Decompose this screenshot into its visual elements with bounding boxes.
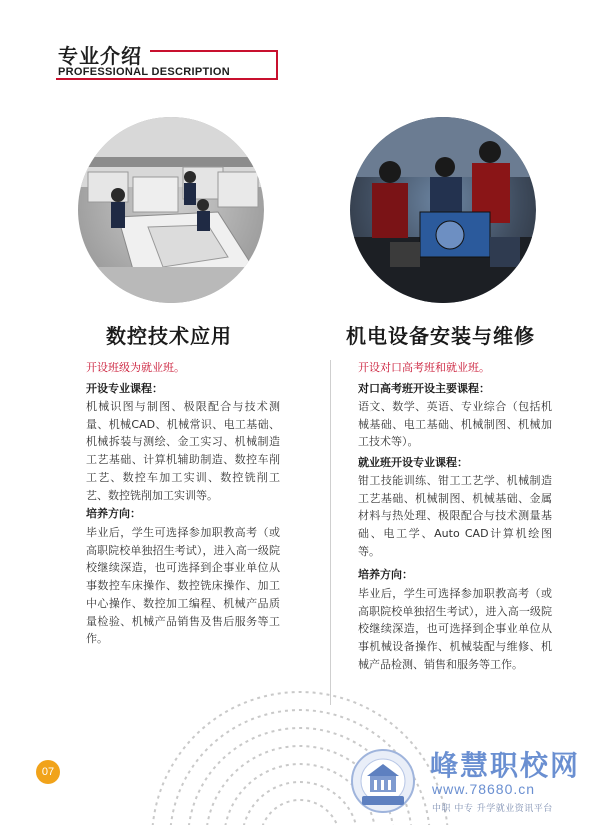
job-courses-heading: 就业班开设专业课程： [358, 456, 468, 469]
watermark-url: www.78680.cn [432, 781, 536, 797]
header-frame-bottom [56, 78, 278, 80]
header-frame-top [150, 50, 278, 52]
courses-heading-cnc: 开设专业课程： [86, 382, 163, 395]
class-type-cnc: 开设班级为就业班。 [86, 361, 185, 374]
direction-text-electromech: 毕业后，学生可选择参加职教高考（或高职院校单独招生考试），进入高一级院校继续深造，也可选择到企事业单位从事机械设备操作、机械装配与维修、机械产品检测、销售和服务等工作。 [358, 587, 552, 671]
courses-text-cnc: 机械识图与制图、极限配合与技术测量、机械CAD、机械常识、电工基础、机械拆装与测绘、金工实习、机械制造工艺基础、计算机辅助制造、数控车削工艺、数控车加工实训、数控铣削工艺、数控铣削加工实训等。 [86, 400, 280, 502]
section-title: 专业介绍 [58, 44, 142, 68]
direction-heading-electromech: 培养方向： [358, 568, 413, 581]
direction-heading-cnc: 培养方向： [86, 507, 141, 520]
section-subtitle: PROFESSIONAL DESCRIPTION [58, 66, 231, 78]
watermark-tagline: 中职 中专 升学就业资讯平台 [432, 804, 553, 814]
school-logo-icon [350, 748, 416, 814]
watermark-site-name: 峰慧职校网 [430, 749, 581, 782]
page-number-badge: 07 [36, 760, 60, 784]
exam-courses-heading: 对口高考班开设主要课程： [358, 382, 490, 395]
direction-text-cnc: 毕业后，学生可选择参加职教高考（或高职院校单独招生考试），进入高一级院校继续深造，也可选择到企事业单位从事数控车床操作、数控铣床操作、加工中心操作、数控加工编程、机械产品质量检验、机械产品销售及售后服务等工作。 [86, 526, 280, 646]
header-frame-right [276, 50, 278, 78]
major-title-electromech: 机电设备安装与维修 [346, 324, 535, 348]
job-courses-text: 钳工技能训练、钳工工艺学、机械制造工艺基础、机械制图、机械基础、金属材料与热处理、极限配合与技术测量基础、电工学、Auto CAD计算机绘图等。 [358, 474, 552, 558]
equipment-training-photo [350, 117, 536, 303]
cnc-workshop-photo [78, 117, 264, 303]
major-title-cnc: 数控技术应用 [106, 324, 232, 348]
class-type-electromech: 开设对口高考班和就业班。 [358, 361, 490, 374]
exam-courses-text: 语文、数学、英语、专业综合（包括机械基础、电工基础、机械制图、机械加工技术等）。 [358, 400, 552, 449]
